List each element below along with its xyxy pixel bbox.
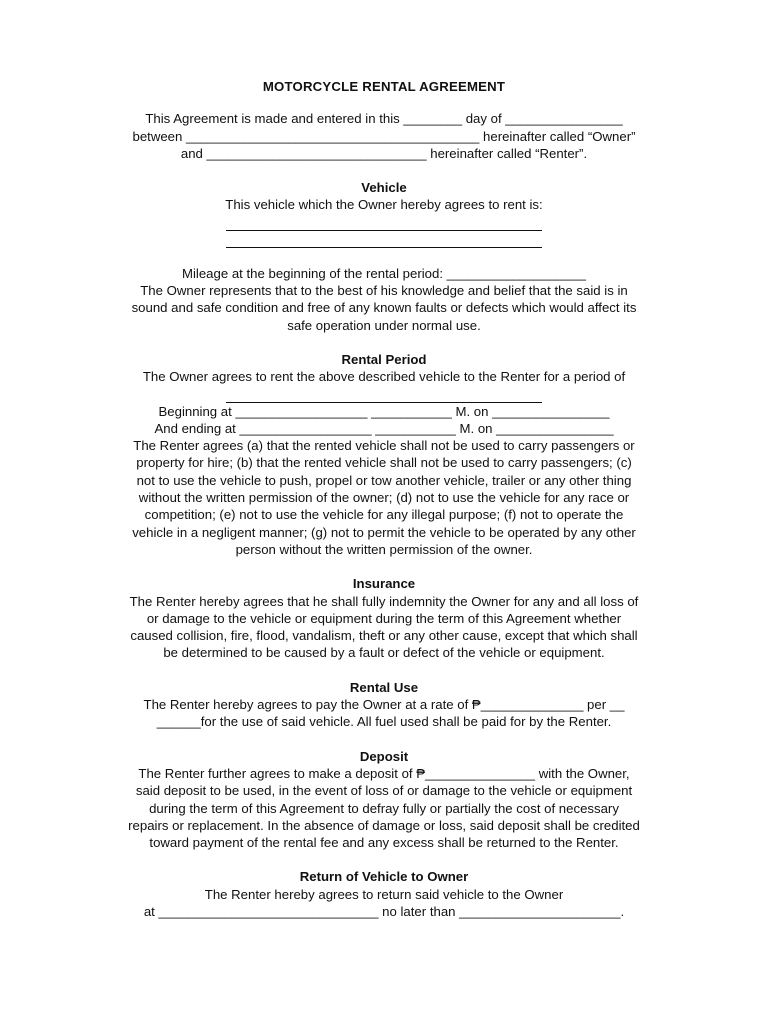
section-text: repairs or replacement. In the absence of damage or loss, said deposit shall be credited (128, 817, 640, 833)
section-text: The Owner agrees to rent the above described vehicle to the Renter for a period of (142, 369, 626, 385)
section-text: caused collision, fire, flood, vandalism, theft or any other cause, except that which shall (130, 628, 638, 644)
intro-section (60, 110, 708, 162)
vehicle-blank-line[interactable] (226, 214, 542, 231)
section-heading: Vehicle (361, 180, 407, 196)
section-text: without the written permission of the owner; (d) not to use the vehicle for any race or (138, 490, 630, 506)
section-text: vehicle in a negligent manner; (g) not to permit the vehicle to be operated by any other (132, 524, 636, 540)
vehicle-blank-line[interactable] (226, 231, 542, 248)
section-text: property for hire; (b) that the rented vehicle shall not be used to carry passengers; (c) (136, 455, 632, 471)
agreement-body (60, 78, 708, 920)
intro-line: This Agreement is made and entered in this ________ day of ________________ (145, 111, 623, 127)
section-text: toward payment of the rental fee and any excess shall be returned to the Renter. (149, 835, 619, 851)
section-text: or damage to the vehicle or equipment during the term of this Agreement whether (146, 610, 622, 626)
section-text: The Renter agrees (a) that the rented vehicle shall not be used to carry passengers or (133, 438, 635, 454)
section-text: person without the written permission of the owner. (235, 541, 533, 557)
section-text: The Renter hereby agrees that he shall fully indemnity the Owner for any and all loss of (129, 593, 639, 609)
section-text: ______for the use of said vehicle. All fuel used shall be paid for by the Renter. (156, 714, 612, 730)
section-text: safe operation under normal use. (287, 317, 481, 333)
section-heading: Deposit (359, 748, 409, 764)
section-heading: Rental Period (341, 351, 427, 367)
section-text: sound and safe condition and free of any known faults or defects which would affect its (131, 300, 637, 316)
section-text: during the term of this Agreement to defray fully or partially the cost of necessary (149, 800, 619, 816)
period-blank-line[interactable] (226, 386, 542, 403)
vehicle-section (60, 179, 708, 334)
section-text: said deposit to be used, in the event of loss of or damage to the vehicle or equipment (135, 783, 633, 799)
section-text: The Renter further agrees to make a deposit of ₱_______________ with the Owner, (138, 765, 630, 781)
section-text: This vehicle which the Owner hereby agrees to rent is: (225, 197, 543, 213)
insurance-section (60, 575, 708, 661)
deposit-section (60, 748, 708, 852)
section-text: not to use the vehicle to push, propel or tow another vehicle, trailer or any other thing (136, 472, 632, 488)
section-text: The Owner represents that to the best of his knowledge and belief that the said is in (140, 283, 628, 299)
return-section (60, 868, 708, 920)
section-text: be determined to be caused by a fault or defect of the vehicle or equipment. (163, 645, 605, 661)
ending-line: And ending at __________________ ___________ M. on ________________ (154, 420, 614, 436)
mileage-line: Mileage at the beginning of the rental period: ___________________ (181, 265, 586, 281)
section-text: The Renter hereby agrees to return said vehicle to the Owner (204, 886, 564, 902)
section-text: The Renter hereby agrees to pay the Owner at a rate of ₱______________ per __ (143, 697, 625, 713)
return-location-line: at ______________________________ no later than ______________________. (143, 903, 625, 919)
document-title: MOTORCYCLE RENTAL AGREEMENT (262, 79, 506, 94)
section-text: competition; (e) not to use the vehicle for any illegal purpose; (f) not to operate the (144, 507, 624, 523)
intro-line: and ______________________________ hereinafter called “Renter”. (180, 145, 588, 161)
section-heading: Insurance (352, 576, 416, 592)
section-heading: Return of Vehicle to Owner (299, 869, 469, 885)
section-heading: Rental Use (349, 679, 419, 695)
intro-line: between ________________________________________ hereinafter called “Owner” (132, 128, 636, 144)
rental-period-section (60, 351, 708, 558)
rental-use-section (60, 679, 708, 731)
beginning-line: Beginning at __________________ ___________ M. on ________________ (158, 403, 610, 419)
